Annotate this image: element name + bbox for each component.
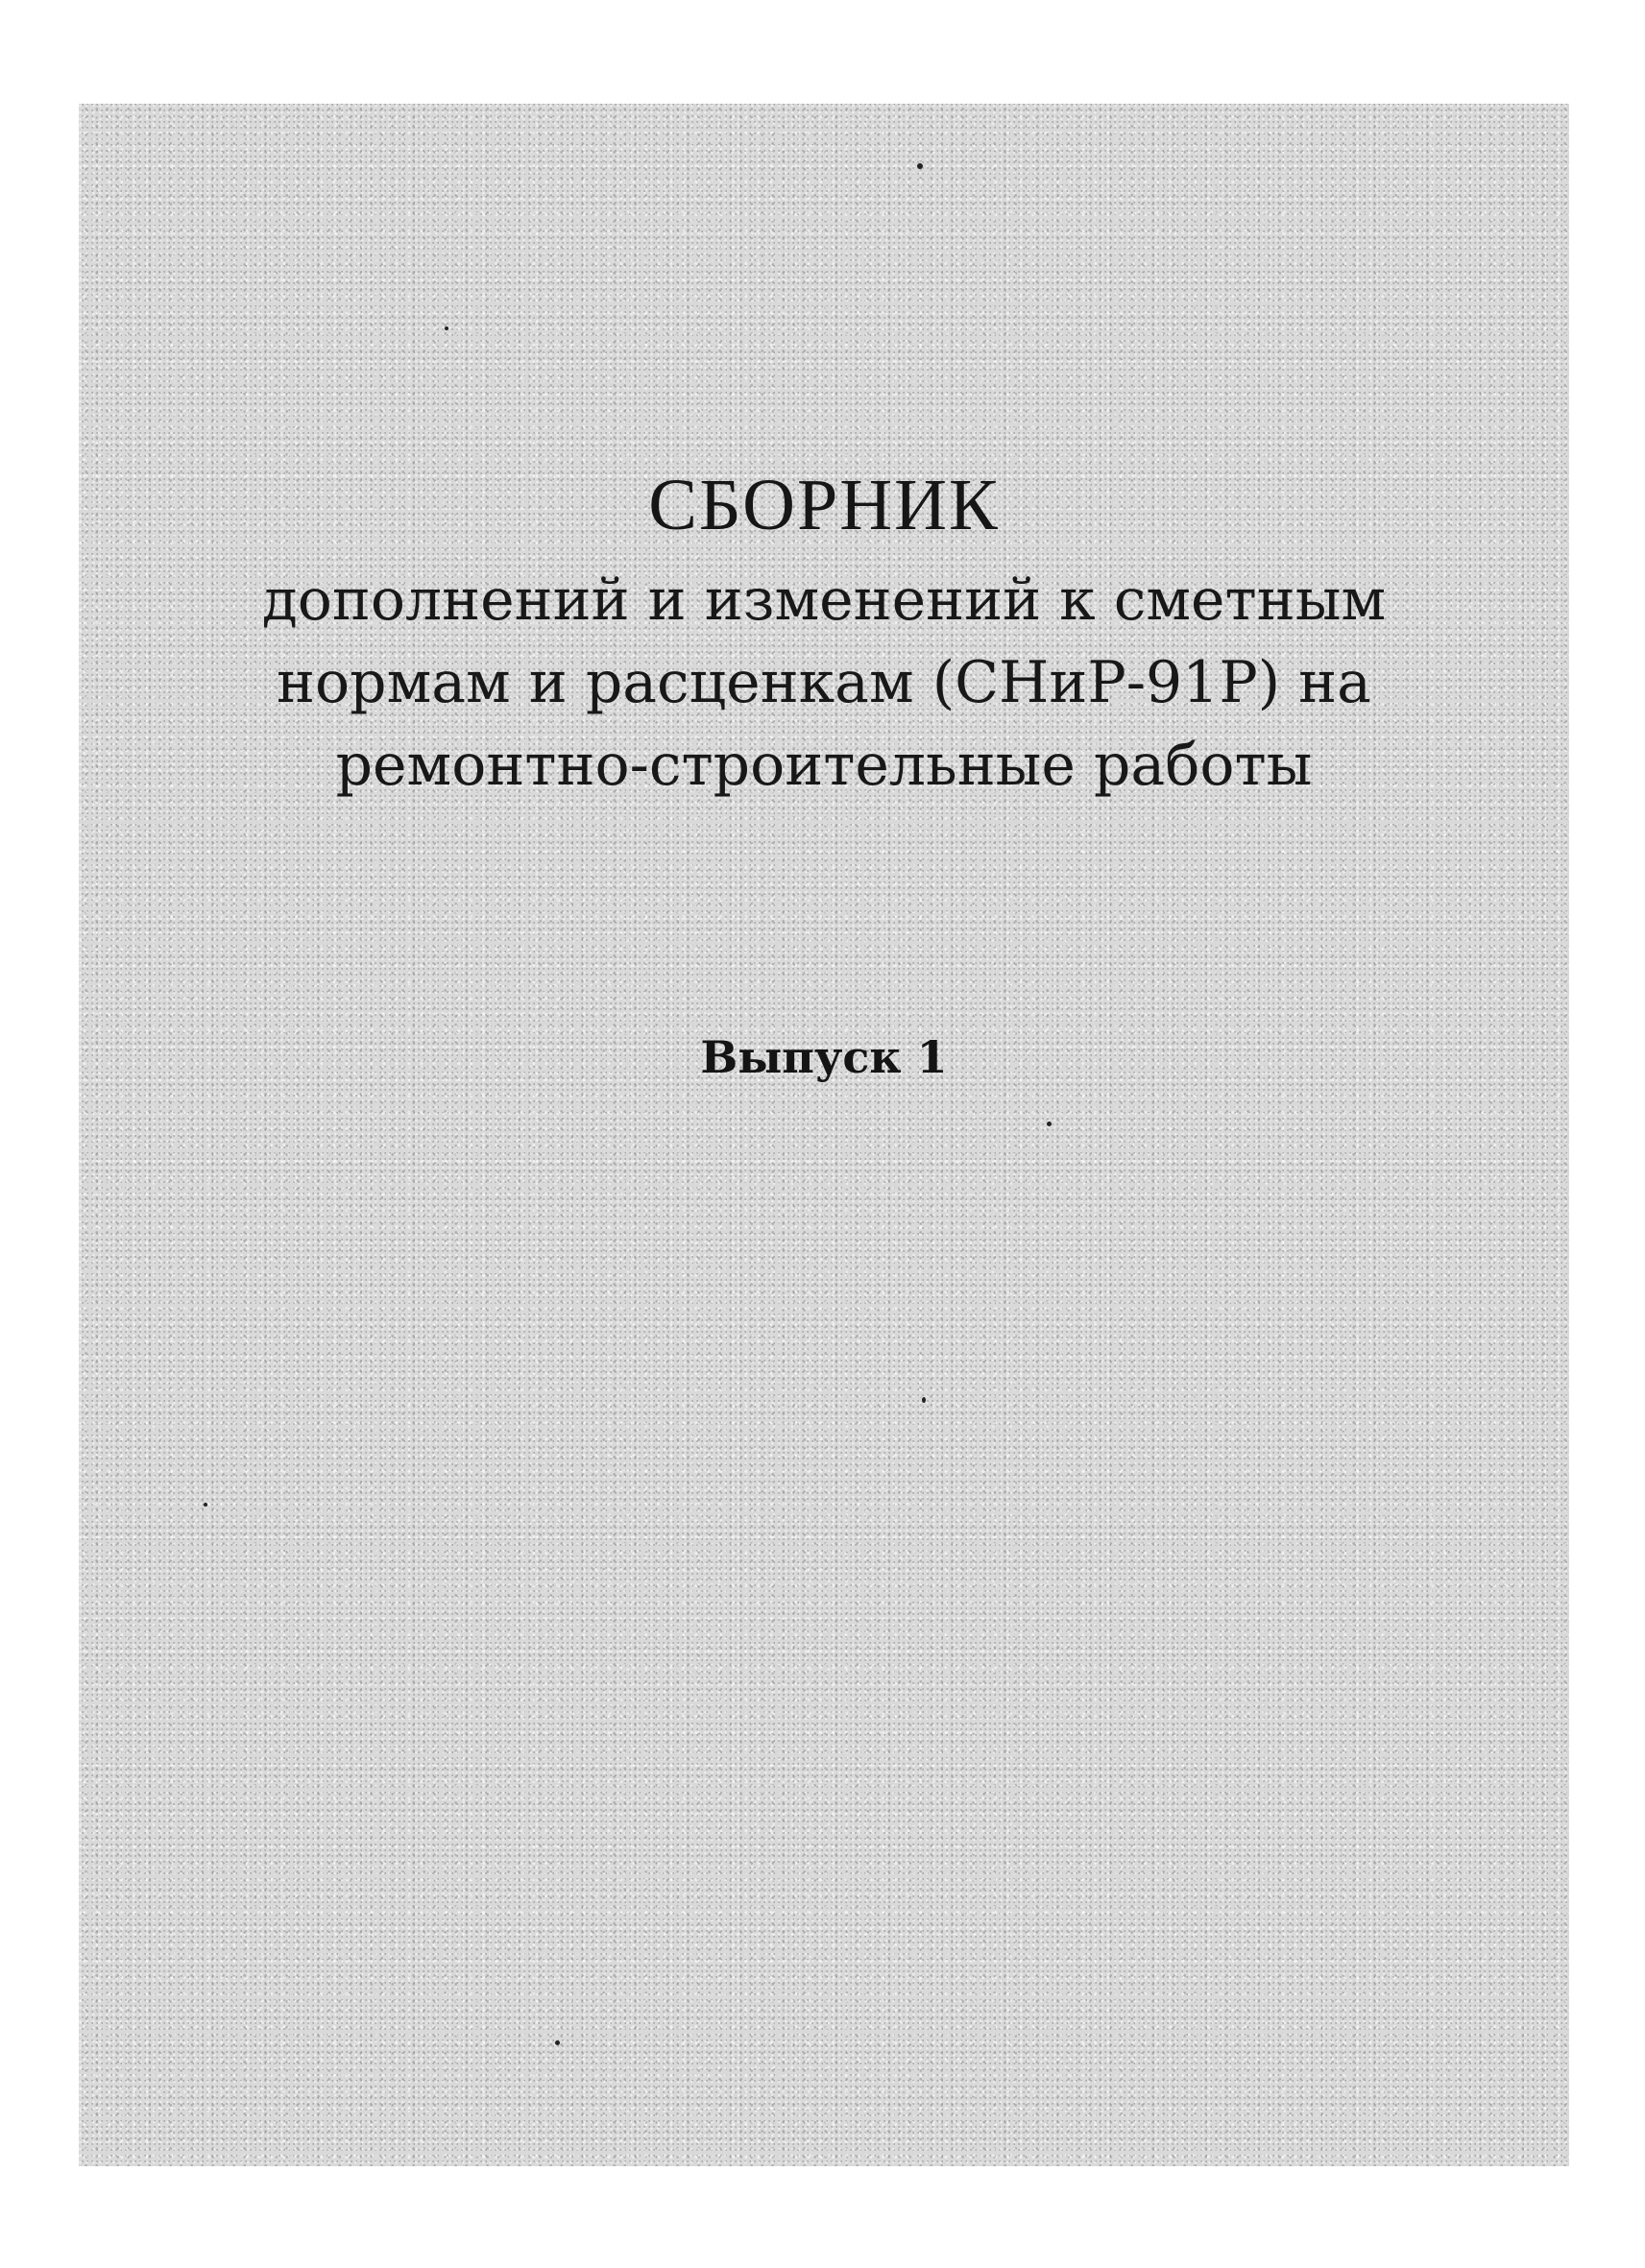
dust-speck [917, 163, 923, 169]
document-subtitle [79, 559, 1569, 807]
dust-speck [1047, 1122, 1052, 1126]
dust-speck [204, 1503, 207, 1507]
subtitle-line: ремонтно-строительные работы [335, 732, 1313, 799]
issue-number: Выпуск 1 [700, 1031, 948, 1083]
document-title: СБОРНИК [648, 465, 1000, 545]
scanned-page [79, 104, 1569, 2166]
subtitle-line: дополнений и изменений к сметным [261, 567, 1387, 634]
cover-heading [79, 463, 1569, 807]
dust-speck [922, 1397, 926, 1403]
dust-speck [555, 2040, 560, 2045]
subtitle-line: нормам и расценкам (СНиР-91Р) на [277, 649, 1371, 716]
dust-speck [445, 326, 448, 330]
